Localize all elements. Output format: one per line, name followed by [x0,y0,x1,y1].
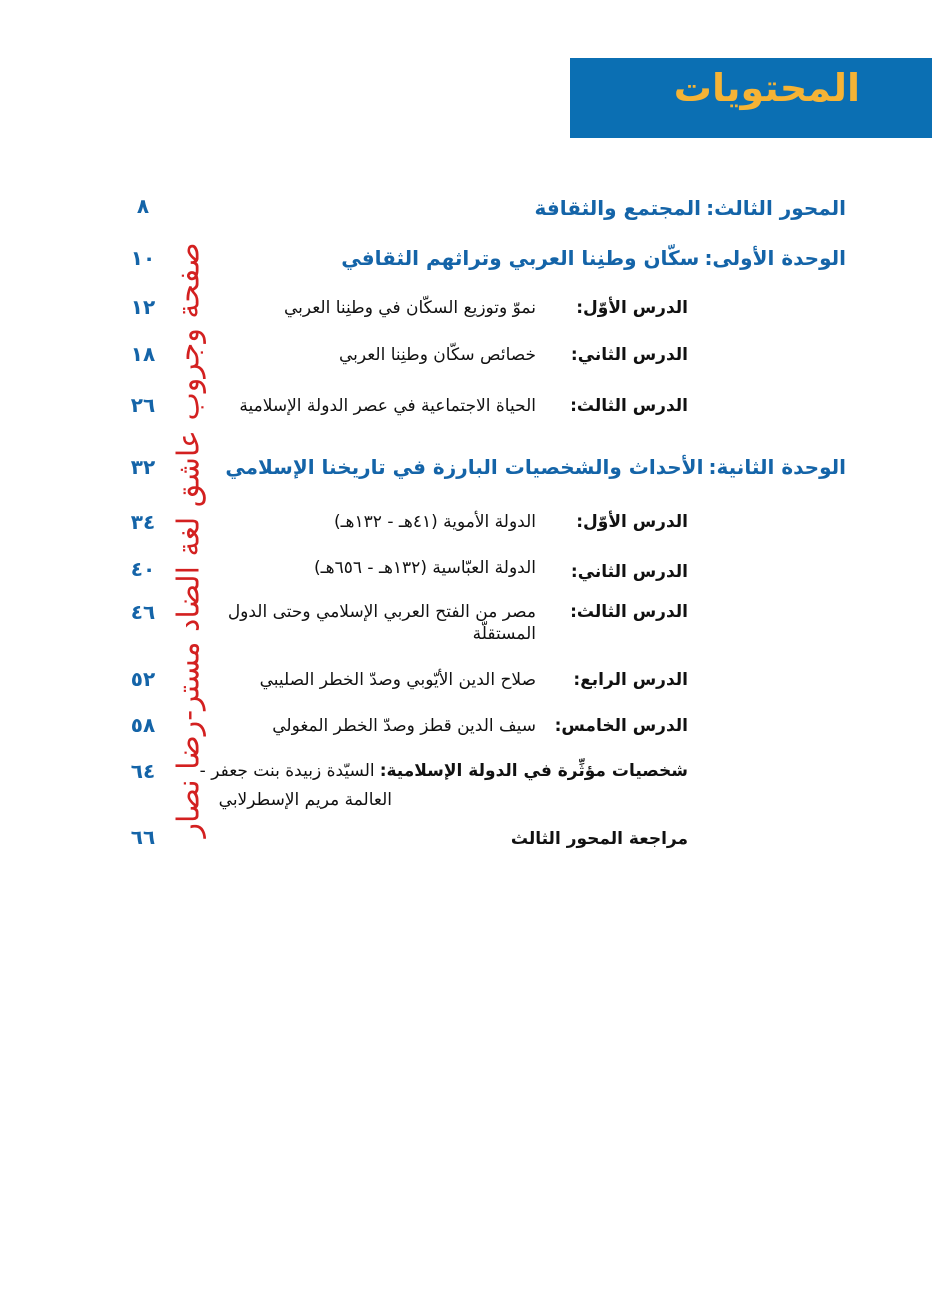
lesson-label: الدرس الثالث: [570,396,688,416]
figures-title: السيّدة زبيدة بنت جعفر - [199,761,375,781]
header-bar [570,58,932,138]
lesson-label: الدرس الثالث: [570,602,688,622]
axis-title: المجتمع والثقافة [534,196,701,220]
unit-2-row[interactable] [225,455,846,479]
page-title: المحتويات [673,66,860,110]
axis-row[interactable] [535,196,847,220]
lesson-title: سيف الدين قطز وصدّ الخطر المغولي [272,716,536,736]
unit-2-page: ٣٢ [130,455,156,479]
lesson-title: نموّ وتوزيع السكّان في وطنِنا العربي [283,298,536,318]
unit-1-label: الوحدة الأولى: [704,246,846,270]
axis-label: المحور الثالث: [706,196,846,220]
lesson-title-continued: المستقلّة [472,624,536,644]
unit-2-title: الأحداث والشخصيات البارزة في تاريخنا الإسلامي [225,455,704,479]
lesson-row[interactable] [570,602,688,622]
unit-1-title: سكّان وطنِنا العربي وتراثهم الثقافي [341,246,700,270]
lesson-page: ٤٠ [130,557,156,581]
watermark-text: صفحة وجروب عاشق لغة الضاد مستر-رضا نصار [171,242,207,838]
lesson-label: الدرس الثاني: [570,345,688,365]
lesson-row[interactable] [570,396,688,416]
lesson-page: ٥٢ [130,667,156,691]
figures-label: شخصيات مؤثِّرة في الدولة الإسلامية: [379,761,688,781]
lesson-label: الدرس الأوّل: [576,298,688,318]
review-page: ٦٦ [130,825,156,849]
unit-2-label: الوحدة الثانية: [708,455,846,479]
lesson-title: الحياة الاجتماعية في عصر الدولة الإسلامية [239,396,536,416]
review-label: مراجعة المحور الثالث [510,829,688,849]
lesson-label: الدرس الرابع: [573,670,688,690]
axis-page: ٨ [136,194,150,218]
lesson-row[interactable] [555,716,688,736]
watermark [170,240,208,840]
lesson-page: ٣٤ [130,510,156,534]
lesson-title: خصائص سكّان وطنِنا العربي [338,345,536,365]
lesson-page: ٤٦ [130,600,156,624]
lesson-title: مصر من الفتح العربي الإسلامي وحتى الدول [227,602,536,622]
lesson-label: الدرس الثاني: [570,562,688,582]
lesson-label: الدرس الخامس: [554,716,688,736]
lesson-page: ٢٦ [130,393,156,417]
figures-page: ٦٤ [130,759,156,783]
figures-title-continued: العالمة مريم الإسطرلابي [218,790,392,810]
lesson-row[interactable] [576,298,688,318]
lesson-row[interactable] [571,345,688,365]
figures-row[interactable] [200,761,688,781]
lesson-row[interactable] [576,512,688,532]
unit-1-page: ١٠ [130,246,156,270]
lesson-page: ١٢ [130,295,156,319]
lesson-title: صلاح الدين الأيّوبي وصدّ الخطر الصليبي [259,670,536,690]
review-row[interactable] [511,829,688,849]
lesson-page: ١٨ [130,342,156,366]
lesson-page: ٥٨ [130,713,156,737]
lesson-row[interactable] [571,562,688,582]
lesson-title: الدولة العبّاسية (١٣٢هـ - ٦٥٦هـ) [314,558,536,578]
unit-1-row[interactable] [341,246,846,270]
lesson-title: الدولة الأموية (٤١هـ - ١٣٢هـ) [333,512,536,532]
lesson-row[interactable] [573,670,688,690]
lesson-label: الدرس الأوّل: [576,512,688,532]
